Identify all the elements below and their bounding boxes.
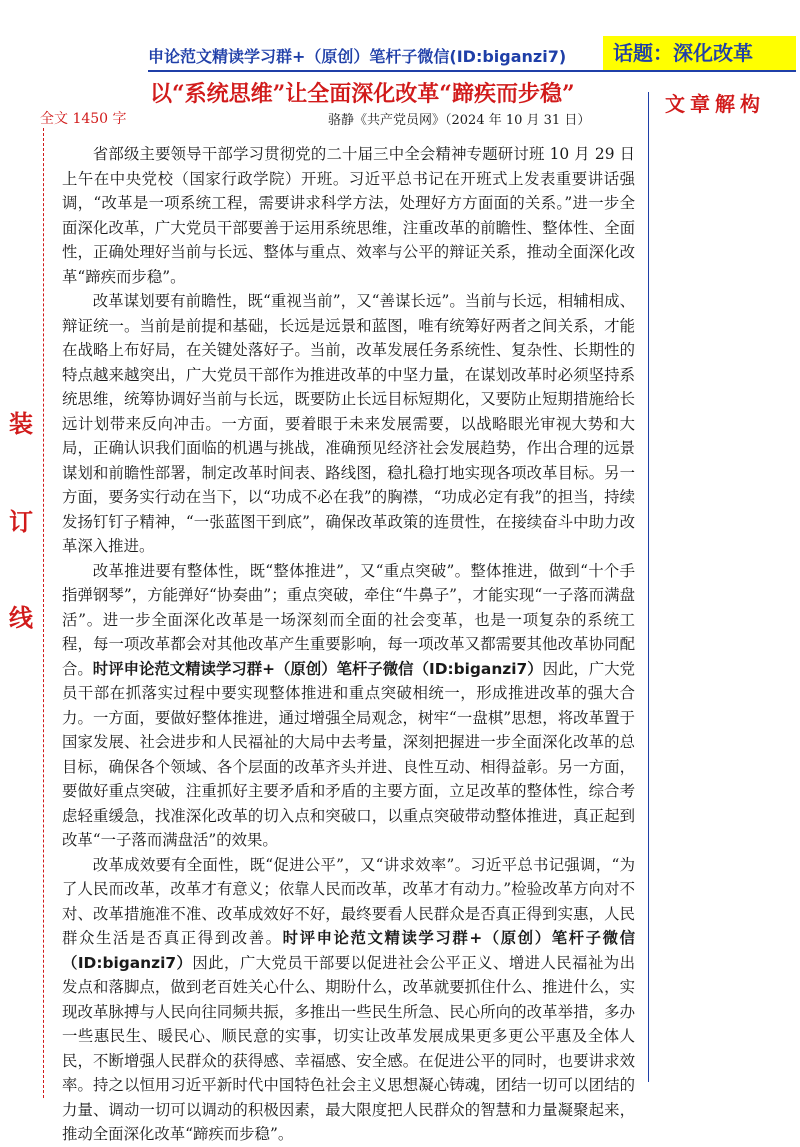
paragraph-3 — [62, 559, 635, 853]
header-divider — [148, 70, 796, 72]
paragraph-text: 省部级主要领导干部学习贯彻党的二十届三中全会精神专题研讨班 10 月 29 日上午在中央党校（国家行政学院）开班。习近平总书记在开班式上发表重要讲话强调，“改革是一项系统工程，需要讲求科学方法，处理好方方面面的关系。”进一步全面深化改革，广大党员干部要善于运用系统思维，注重改革的前瞻性、整体性、全面性，正确处理好当前与长远、整体与重点、效率与公平的辩证关系，推动全面深化改革“蹄疾而步稳”。 — [62, 145, 635, 286]
topic-badge: 话题：深化改革 — [603, 36, 796, 70]
promo-text: 时评申论范文精读学习群+（原创）笔杆子微信（ID:biganzi7） — [92, 659, 543, 678]
binding-char-xian: 线 — [9, 603, 33, 632]
binding-char-zhuang: 装 — [9, 409, 33, 438]
word-count: 全文 1450 字 — [40, 111, 127, 127]
promo-text: 时评申论范文精读学习群+（原创）笔杆子微信（ID:biganzi7） — [62, 929, 635, 972]
paragraph-text: 因此，广大党员干部要以促进社会公平正义、增进人民福祉为出发点和落脚点，做到老百姓关心什么、期盼什么，改革就要抓住什么、推进什么，实现改革脉搏与人民向往同频共振，多推出一些民生所急、民心所向的改革举措，多办一些惠民生、暖民心、顺民意的实事，切实让改革发展成果更多更公平惠及全体人民，不断增强人民群众的获得感、幸福感、安全感。在促进公平的同时，也要讲求效率。持之以恒用习近平新时代中国特色社会主义思想凝心铸魂，团结一切可以团结的力量、调动一切可以调动的积极因素，最大限度把人民群众的智慧和力量凝聚起来，推动全面深化改革“蹄疾而步稳”。 — [62, 953, 635, 1143]
binding-line — [43, 128, 44, 1098]
paragraph-text: 改革推进要有整体性，既“整体推进”，又“重点突破”。整体推进，做到“十个手指弹钢琴”，方能弹好“协奏曲”；重点突破，牵住“牛鼻子”，才能实现“一子落而满盘活”。进一步全面深化改革是一场深刻而全面的社会变革，也是一项复杂的系统工程，每一项改革都会对其他改革产生重要影响，每一项改革又都需要其他改革协同配合。 — [62, 561, 635, 678]
header-title: 申论范文精读学习群+（原创）笔杆子微信(ID:biganzi7) — [148, 47, 567, 66]
paragraph-2 — [62, 289, 635, 559]
paragraph-4 — [62, 853, 635, 1147]
paragraph-text: 因此，广大党员干部在抓落实过程中要实现整体推进和重点突破相统一，形成推进改革的强大合力。一方面，要做好整体推进，通过增强全局观念，树牢“一盘棋”思想，将改革置于国家发展、社会进步和人民福祉的大局中去考量，深刻把握进一步全面深化改革的总目标，确保各个领域、各个层面的改革齐头并进、良性互动、相得益彰。另一方面，要做好重点突破，注重抓好主要矛盾和矛盾的主要方面，立足改革的整体性，综合考虑轻重缓急，找准深化改革的切入点和突破口，以重点突破带动整体推进，真正起到改革“一子落而满盘活”的效果。 — [62, 659, 635, 849]
byline: 骆静《共产党员网》（2024 年 10 月 31 日） — [328, 113, 591, 128]
binding-char-ding: 订 — [9, 507, 33, 536]
paragraph-1 — [62, 142, 635, 289]
side-label: 文章解构 — [665, 92, 765, 116]
paragraph-text: 改革成效要有全面性，既“促进公平”，又“讲求效率”。习近平总书记强调，“为了人民而改革，改革才有意义；依靠人民而改革，改革才有动力。”检验改革方向对不对、改革措施准不准、改革成效好不好，最终要看人民群众是否真正得到实惠，人民群众生活是否真正得到改善。 — [62, 855, 635, 947]
paragraph-text: 改革谋划要有前瞻性，既“重视当前”，又“善谋长远”。当前与长远，相辅相成、辩证统一。当前是前提和基础，长远是远景和蓝图，唯有统筹好两者之间关系，才能在战略上布好局，在关键处落好子。当前，改革发展任务系统性、复杂性、长期性的特点越来越突出，广大党员干部作为推进改革的中坚力量，在谋划改革时必须坚持系统思维，统筹协调好当前与长远，既要防止长远目标短期化，又要防止短期措施给长远计划带来反向冲击。一方面，要着眼于未来发展需要，以战略眼光审视大势和大局，正确认识我们面临的机遇与挑战，准确预见经济社会发展趋势，作出合理的远景谋划和前瞻性部署，制定改革时间表、路线图，稳扎稳打地实现各项改革目标。另一方面，要务实行动在当下，以“功成不必在我”的胸襟，“功成必定有我”的担当，持续发扬钉钉子精神，“一张蓝图干到底”，确保改革政策的连贯性，在接续奋斗中助力改革深入推进。 — [62, 292, 635, 555]
right-margin-divider — [648, 92, 649, 1082]
article-title: 以“系统思维”让全面深化改革“蹄疾而步稳” — [150, 81, 575, 107]
article-body — [62, 142, 635, 1147]
